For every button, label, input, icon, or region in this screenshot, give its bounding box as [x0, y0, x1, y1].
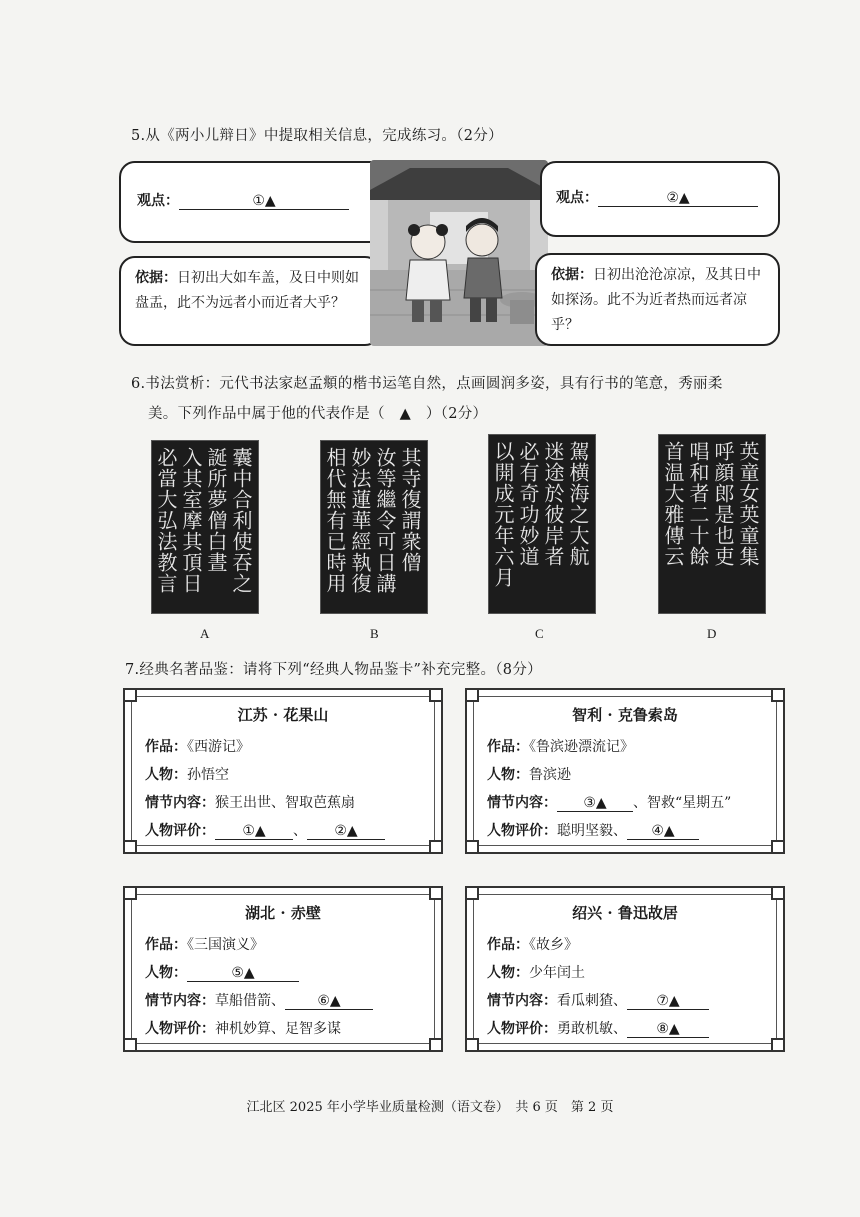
question-7-text: 7.经典名著品鉴：请将下列“经典人物品鉴卡”补充完整。（8分） — [125, 662, 542, 678]
right-basis-bubble — [535, 253, 780, 346]
work-value: 《故乡》 — [529, 937, 578, 953]
card-title: 绍兴 · 鲁迅故居 — [572, 904, 678, 922]
answer-blank-2[interactable]: ②▲ — [598, 190, 758, 207]
plot-value: 草船借箭、 — [215, 993, 285, 1009]
character-card-runtu — [465, 886, 785, 1052]
work-label: 作品： — [487, 739, 529, 755]
calligraphy-b-col-1: 其寺復謂衆僧 — [398, 447, 422, 573]
card-title: 智利 · 克鲁索岛 — [572, 706, 678, 724]
calligraphy-c-col-4: 以開成元年六月 — [491, 441, 515, 588]
work-label: 作品： — [487, 937, 529, 953]
question-6-line2: 美。下列作品中属于他的代表作是（ ▲ ）（2分） — [148, 406, 488, 422]
calligraphy-c-col-3: 必有奇功妙道 — [516, 441, 540, 567]
answer-blank-5[interactable]: ⑤▲ — [187, 965, 299, 982]
evaluation-label: 人物评价： — [487, 1021, 557, 1037]
question-6-line1: 6.书法赏析：元代书法家赵孟頫的楷书运笔自然，点画圆润多姿，具有行书的笔意，秀丽柔 — [131, 376, 723, 392]
page-footer: 江北区 2025 年小学毕业质量检测（语文卷） 共 6 页 第 2 页 — [246, 1100, 614, 1115]
plot-value: 猴王出世、智取芭蕉扇 — [215, 795, 355, 811]
answer-blank-2[interactable]: ②▲ — [307, 823, 385, 840]
plot-label: 情节内容： — [145, 795, 215, 811]
left-basis-text: 日初出大如车盖，及日中则如盘盂，此不为远者小而近者大乎？ — [135, 270, 359, 311]
left-basis-bubble — [119, 256, 381, 346]
answer-blank-1[interactable]: ①▲ — [215, 823, 293, 840]
calligraphy-b-col-2: 汝等繼令可日講 — [373, 447, 397, 594]
calligraphy-a-col-3: 入其室摩其頂日 — [179, 447, 203, 594]
calligraphy-b-col-3: 妙法蓮華經執復 — [348, 447, 372, 594]
work-label: 作品： — [145, 739, 187, 755]
calligraphy-option-b[interactable] — [320, 440, 428, 614]
left-viewpoint-label: 观点： — [137, 193, 179, 209]
plot-label: 情节内容： — [487, 795, 557, 811]
calligraphy-c-col-1: 駕横海之大航 — [566, 441, 590, 567]
answer-blank-6[interactable]: ⑥▲ — [285, 993, 373, 1010]
answer-blank-8[interactable]: ⑧▲ — [627, 1021, 709, 1038]
calligraphy-d-col-3: 唱和者二十餘 — [686, 441, 710, 567]
right-viewpoint-label: 观点： — [556, 190, 598, 206]
answer-blank-4[interactable]: ④▲ — [627, 823, 699, 840]
person-label: 人物： — [487, 965, 529, 981]
option-b-label: B — [370, 626, 379, 641]
calligraphy-option-d[interactable] — [658, 434, 766, 614]
left-basis-label: 依据： — [135, 270, 177, 286]
evaluation-value: 勇敢机敏、 — [557, 1021, 627, 1037]
character-card-robinson — [465, 688, 785, 854]
person-value: 孙悟空 — [187, 767, 229, 783]
plot-rest: 、智救“星期五” — [633, 795, 732, 811]
right-basis-text: 日初出沧沧凉凉，及其日中如探汤。此不为近者热而远者凉乎？ — [551, 267, 761, 333]
work-value: 《西游记》 — [187, 739, 250, 755]
question-5-text: 5.从《两小儿辩日》中提取相关信息，完成练习。（2分） — [131, 128, 503, 144]
card-title: 湖北 · 赤壁 — [245, 904, 321, 922]
plot-value: 看瓜刺猹、 — [557, 993, 627, 1009]
calligraphy-d-col-2: 呼顔郎是也吏 — [711, 441, 735, 567]
separator: 、 — [293, 823, 307, 839]
calligraphy-option-a[interactable] — [151, 440, 259, 614]
evaluation-label: 人物评价： — [487, 823, 557, 839]
calligraphy-a-col-1: 囊中合利使吞之 — [229, 447, 253, 594]
calligraphy-c-col-2: 迷途於彼岸者 — [541, 441, 565, 567]
character-card-sun-wukong — [123, 688, 443, 854]
right-basis-label: 依据： — [551, 267, 593, 283]
evaluation-label: 人物评价： — [145, 1021, 215, 1037]
answer-blank-7[interactable]: ⑦▲ — [627, 993, 709, 1010]
left-viewpoint-bubble — [119, 161, 387, 243]
character-card-chibi — [123, 886, 443, 1052]
plot-label: 情节内容： — [487, 993, 557, 1009]
answer-blank-1[interactable]: ①▲ — [179, 193, 349, 210]
work-value: 《鲁滨逊漂流记》 — [529, 739, 634, 755]
option-a-label: A — [200, 626, 210, 641]
evaluation-label: 人物评价： — [145, 823, 215, 839]
person-value: 少年闰土 — [529, 965, 585, 981]
calligraphy-a-col-2: 誕所夢僧白晝 — [204, 447, 228, 573]
person-value: 鲁滨逊 — [529, 767, 571, 783]
calligraphy-b-col-4: 相代無有已時用 — [323, 447, 347, 594]
person-label: 人物： — [145, 965, 187, 981]
calligraphy-a-col-4: 必當大弘法教言 — [154, 447, 178, 594]
card-title: 江苏 · 花果山 — [237, 706, 329, 724]
evaluation-value: 聪明坚毅、 — [557, 823, 627, 839]
person-label: 人物： — [145, 767, 187, 783]
answer-blank-3[interactable]: ③▲ — [557, 795, 633, 812]
plot-label: 情节内容： — [145, 993, 215, 1009]
option-c-label: C — [535, 626, 544, 641]
evaluation-value: 神机妙算、足智多谋 — [215, 1021, 341, 1037]
calligraphy-d-col-1: 英童女英童集 — [736, 441, 760, 567]
right-viewpoint-bubble — [540, 161, 780, 237]
work-label: 作品： — [145, 937, 187, 953]
work-value: 《三国演义》 — [187, 937, 264, 953]
two-children-illustration — [370, 160, 548, 346]
calligraphy-d-col-4: 首温大雅傳云 — [661, 441, 685, 567]
person-label: 人物： — [487, 767, 529, 783]
calligraphy-option-c[interactable] — [488, 434, 596, 614]
option-d-label: D — [707, 626, 717, 641]
